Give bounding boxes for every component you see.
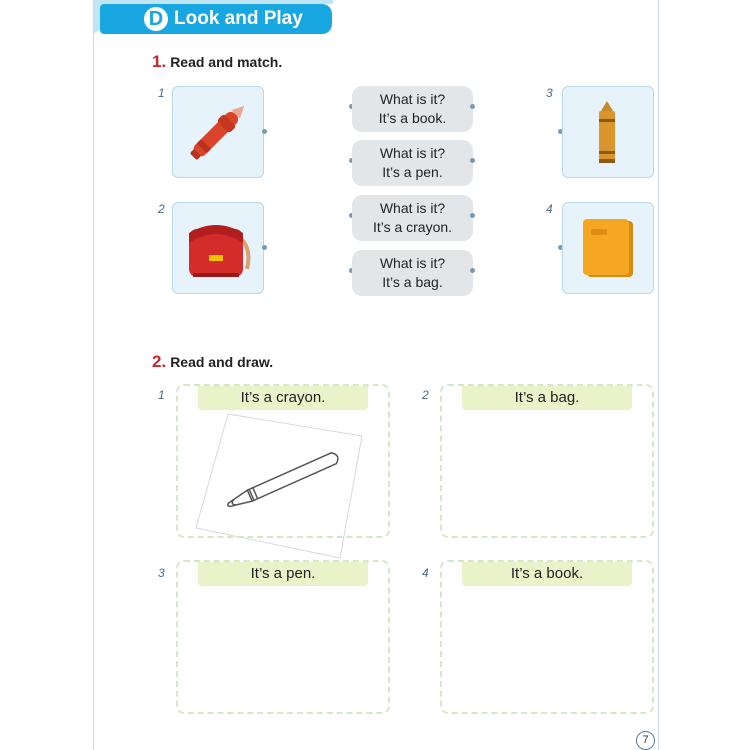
bubble-answer-2: It’s a pen. bbox=[382, 164, 443, 180]
bubble-answer-4: It’s a bag. bbox=[382, 274, 443, 290]
crayon-drawing-icon bbox=[190, 400, 370, 560]
pen-icon bbox=[173, 87, 263, 177]
bubble-answer-3: It’s a crayon. bbox=[372, 219, 453, 235]
match-picture-card-1 bbox=[172, 86, 264, 178]
exercise-1-title bbox=[152, 52, 282, 72]
match-dot-left-1[interactable] bbox=[262, 129, 267, 134]
bag-icon bbox=[173, 203, 263, 293]
section-badge: D bbox=[144, 7, 168, 31]
bubble-dot-right-2[interactable] bbox=[470, 158, 475, 163]
draw-index-3: 3 bbox=[158, 566, 165, 580]
draw-index-2: 2 bbox=[422, 388, 429, 402]
draw-label-4: It’s a book. bbox=[462, 562, 632, 586]
bubble-dot-right-4[interactable] bbox=[470, 268, 475, 273]
match-picture-card-3 bbox=[562, 86, 654, 178]
exercise-1-instruction: Read and match. bbox=[170, 54, 283, 70]
match-bubble-2 bbox=[352, 140, 473, 186]
exercise-2-instruction: Read and draw. bbox=[170, 354, 274, 370]
draw-index-4: 4 bbox=[422, 566, 429, 580]
match-picture-card-2 bbox=[172, 202, 264, 294]
crayon-icon bbox=[563, 87, 653, 177]
exercise-1-number: 1. bbox=[152, 52, 167, 71]
bubble-question-1: What is it? bbox=[379, 91, 446, 107]
match-bubble-1 bbox=[352, 86, 473, 132]
page-number: 7 bbox=[636, 731, 655, 750]
match-bubble-3 bbox=[352, 195, 473, 241]
bubble-dot-right-3[interactable] bbox=[470, 213, 475, 218]
match-index-1: 1 bbox=[158, 86, 165, 100]
draw-label-2: It’s a bag. bbox=[462, 386, 632, 410]
bubble-dot-right-1[interactable] bbox=[470, 104, 475, 109]
exercise-2-title bbox=[152, 352, 273, 372]
match-index-2: 2 bbox=[158, 202, 165, 216]
bubble-question-2: What is it? bbox=[379, 145, 446, 161]
section-header-title: Look and Play bbox=[174, 8, 303, 29]
draw-label-1: It’s a crayon. bbox=[198, 386, 368, 410]
bubble-answer-1: It’s a book. bbox=[378, 110, 447, 126]
match-picture-card-4 bbox=[562, 202, 654, 294]
bubble-question-3: What is it? bbox=[379, 200, 446, 216]
match-bubble-4 bbox=[352, 250, 473, 296]
exercise-2-number: 2. bbox=[152, 352, 167, 371]
draw-index-1: 1 bbox=[158, 388, 165, 402]
bubble-question-4: What is it? bbox=[379, 255, 446, 271]
match-dot-left-2[interactable] bbox=[262, 245, 267, 250]
match-index-3: 3 bbox=[546, 86, 553, 100]
draw-label-3: It’s a pen. bbox=[198, 562, 368, 586]
book-icon bbox=[563, 203, 653, 293]
match-index-4: 4 bbox=[546, 202, 553, 216]
